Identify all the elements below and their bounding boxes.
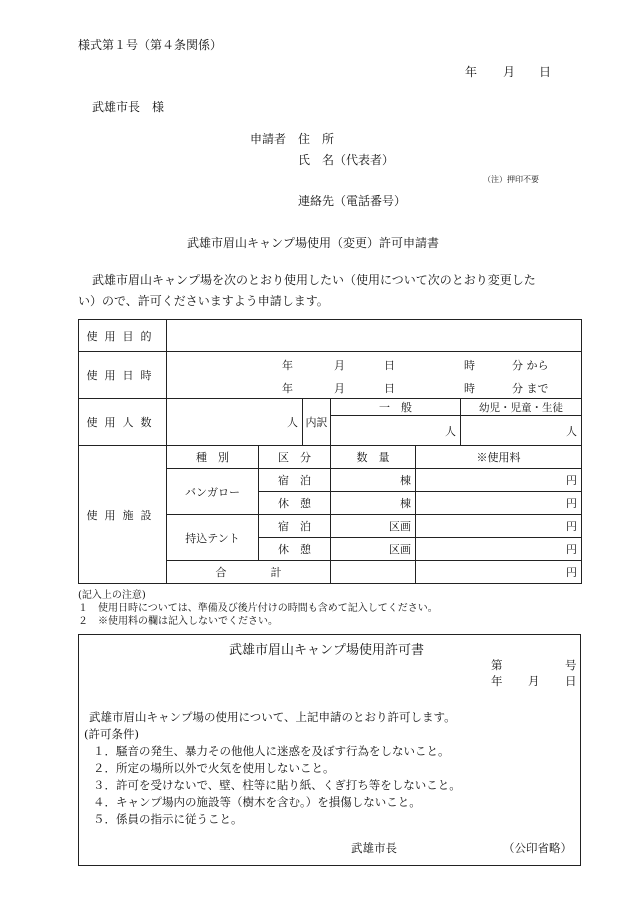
facility-label: 使用施設	[79, 446, 167, 584]
tent-stay-quantity[interactable]	[331, 515, 416, 538]
unit-building: 棟	[400, 474, 411, 487]
permit-number-suffix: 号	[565, 658, 577, 672]
unit-building: 棟	[400, 497, 411, 510]
notes-heading: (記入上の注意)	[78, 590, 146, 601]
from-hour: 時	[464, 359, 475, 372]
form-id: 様式第１号（第４条関係）	[78, 38, 223, 52]
condition-2: ２．所定の場所以外で火気を使用しないこと。	[93, 761, 335, 775]
breakdown-label: 内訳	[303, 399, 331, 446]
seal-omitted: （公印省略）	[503, 841, 572, 855]
condition-5: ５．係員の指示に従うこと。	[93, 812, 243, 826]
applicant-contact-label: 連絡先（電話番号）	[298, 194, 407, 208]
bungalow-stay-label: 宿 泊	[259, 469, 331, 492]
unit-lot: 区画	[389, 520, 411, 533]
unit-lot: 区画	[389, 543, 411, 556]
total-label: 合 計	[167, 561, 331, 584]
col-division-header: 区 分	[259, 446, 331, 469]
tent-rest-quantity[interactable]	[331, 538, 416, 561]
permit-day: 日	[565, 674, 577, 688]
bungalow-label: バンガロー	[167, 469, 259, 515]
conditions-heading: (許可条件)	[84, 727, 139, 741]
tent-stay-fee	[416, 515, 582, 538]
children-unit: 人	[566, 424, 577, 438]
purpose-label: 使用目的	[79, 320, 167, 352]
datetime-from-field[interactable]	[167, 352, 582, 376]
children-label: 幼児・児童・生徒	[461, 399, 582, 416]
permit-year: 年	[491, 674, 503, 688]
bungalow-rest-fee	[416, 492, 582, 515]
people-unit: 人	[287, 416, 298, 429]
to-hour: 時	[464, 382, 475, 395]
addressee: 武雄市長 様	[92, 100, 165, 114]
yen-unit: 円	[566, 497, 577, 510]
general-label: 一 般	[331, 399, 461, 416]
people-count-field[interactable]	[167, 399, 303, 446]
application-table	[78, 319, 582, 584]
general-count-field[interactable]	[331, 416, 461, 446]
purpose-field[interactable]	[167, 320, 582, 352]
seal-not-required-note: （注）押印不要	[483, 175, 539, 184]
tent-rest-fee	[416, 538, 582, 561]
document-title: 武雄市眉山キャンプ場使用（変更）許可申請書	[187, 236, 440, 250]
note-2: ２ ※使用料の欄は記入しないでください。	[78, 616, 278, 627]
condition-1: １．騒音の発生、暴力その他他人に迷惑を及ぼす行為をしないこと。	[93, 744, 450, 758]
intro-text-line1: 武雄市眉山キャンプ場を次のとおり使用したい（使用について次のとおり変更した	[92, 273, 536, 287]
datetime-label: 使用日時	[79, 352, 167, 399]
permit-body: 武雄市眉山キャンプ場の使用について、上記申請のとおり許可します。	[89, 710, 456, 724]
date-day: 日	[539, 65, 552, 79]
note-1: １ 使用日時については、準備及び後片付けの時間も含めて記入してください。	[78, 603, 438, 614]
general-unit: 人	[445, 424, 456, 438]
to-year: 年	[282, 382, 293, 395]
from-day: 日	[384, 359, 395, 372]
to-day: 日	[384, 382, 395, 395]
col-type-header: 種 別	[167, 446, 259, 469]
yen-unit: 円	[566, 566, 577, 579]
permit-box	[78, 634, 581, 866]
intro-text-line2: い）ので、許可くださいますよう申請します。	[78, 294, 329, 308]
applicant-address-label: 住 所	[298, 132, 335, 146]
yen-unit: 円	[566, 520, 577, 533]
date-month: 月	[503, 65, 516, 79]
children-count-field[interactable]	[461, 416, 582, 446]
permit-number-prefix: 第	[491, 658, 503, 672]
yen-unit: 円	[566, 474, 577, 487]
tent-stay-label: 宿 泊	[259, 515, 331, 538]
from-year: 年	[282, 359, 293, 372]
from-minute: 分 から	[512, 359, 549, 372]
to-minute: 分 まで	[512, 382, 549, 395]
people-label: 使用人数	[79, 399, 167, 446]
date-year: 年	[465, 65, 478, 79]
tent-rest-label: 休 憩	[259, 538, 331, 561]
bungalow-rest-quantity[interactable]	[331, 492, 416, 515]
applicant-label: 申請者	[250, 132, 287, 146]
bungalow-rest-label: 休 憩	[259, 492, 331, 515]
from-month: 月	[334, 359, 345, 372]
bungalow-stay-fee	[416, 469, 582, 492]
tent-label: 持込テント	[167, 515, 259, 561]
to-month: 月	[334, 382, 345, 395]
col-fee-header: ※使用料	[416, 446, 582, 469]
applicant-name-label: 氏 名（代表者）	[298, 153, 395, 167]
condition-3: ３．許可を受けないで、壁、柱等に貼り紙、くぎ打ち等をしないこと。	[93, 778, 461, 792]
permit-month: 月	[528, 674, 540, 688]
datetime-to-field[interactable]	[167, 375, 582, 399]
permit-signer: 武雄市長	[351, 841, 397, 855]
condition-4: ４．キャンプ場内の施設等（樹木を含む。）を損傷しないこと。	[93, 795, 421, 809]
permit-title: 武雄市眉山キャンプ場使用許可書	[229, 643, 425, 658]
yen-unit: 円	[566, 543, 577, 556]
col-quantity-header: 数 量	[331, 446, 416, 469]
total-quantity	[331, 561, 416, 584]
total-fee	[416, 561, 582, 584]
bungalow-stay-quantity[interactable]	[331, 469, 416, 492]
